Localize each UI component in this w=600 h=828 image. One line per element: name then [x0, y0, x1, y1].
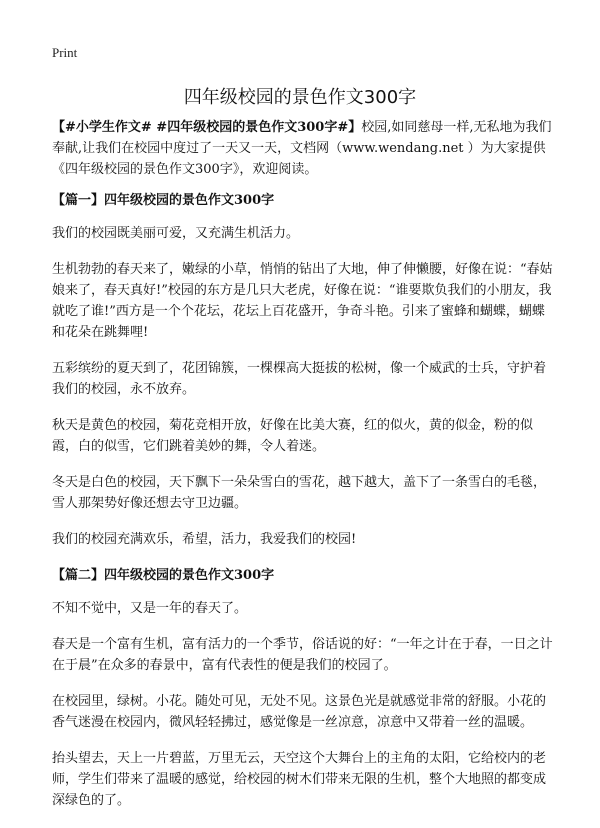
paragraph: 五彩缤纷的夏天到了，花团锦簇，一棵棵高大挺拔的松树，像一个威武的士兵，守护着我们的校园，永不放弃。: [52, 361, 547, 397]
paragraph: 春天是一个富有生机，富有活力的一个季节，俗话说的好：“一年之计在于春，一日之计在于晨”在众多的春景中，富有代表性的便是我们的校园了。: [52, 637, 553, 673]
paragraph: 冬天是白色的校园，天下飘下一朵朵雪白的雪花，越下越大，盖下了一条雪白的毛毯，雪人那架势好像还想去守卫边疆。: [52, 475, 547, 511]
paragraph: 我们的校园既美丽可爱，又充满生机活力。: [52, 226, 300, 241]
paragraph: 抬头望去，天上一片碧蓝，万里无云，天空这个大舞台上的主角的太阳，它给校内的老师，学生们带来了温暖的感觉，给校园的树木们带来无限的生机，整个大地照的都变成深绿色的了。: [52, 751, 547, 808]
intro-text: 校园,如同慈母一样,无私地为我们奉献,让我们在校园中度过了一天又一天，文档网（www.wendang.net ）为大家提供《四年级校园的景色作文300字》，欢迎阅读。: [52, 120, 552, 177]
paragraph: 我们的校园充满欢乐，希望，活力，我爱我们的校园!: [52, 532, 357, 547]
intro-tags: 【#小学生作文# #四年级校园的景色作文300字#】: [52, 120, 362, 135]
print-label: Print: [52, 45, 78, 60]
article-body: [52, 117, 557, 826]
paragraph: 在校园里，绿树。小花。随处可见，无处不见。这景色光是就感觉非常的舒服。小花的香气迷漫在校园内，微风轻轻拂过，感觉像是一丝凉意，凉意中又带着一丝的温暖。: [52, 694, 547, 730]
paragraph: 生机勃勃的春天来了，嫩绿的小草，悄悄的钻出了大地，伸了伸懒腰，好像在说：“春姑娘来了，春天真好!”校园的东方是几只大老虎，好像在说：“谁要欺负我们的小朋友，我就吃了谁!”西方是一个个花坛，花坛上百花盛开，争奇斗艳。引来了蜜蜂和蝴蝶，蝴蝶和花朵在跳舞哩!: [52, 262, 553, 340]
intro-paragraph: [52, 117, 557, 180]
section-heading-2: 【篇二】四年级校园的景色作文300字: [52, 568, 275, 583]
paragraph: 不知不觉中，又是一年的春天了。: [52, 601, 248, 616]
page-title: 四年级校园的景色作文300字: [183, 87, 417, 108]
paragraph: 秋天是黄色的校园，菊花竞相开放，好像在比美大赛，红的似火，黄的似金，粉的似霞，白的似雪，它们跳着美妙的舞，令人着迷。: [52, 418, 534, 454]
section-heading-1: 【篇一】四年级校园的景色作文300字: [52, 193, 275, 208]
